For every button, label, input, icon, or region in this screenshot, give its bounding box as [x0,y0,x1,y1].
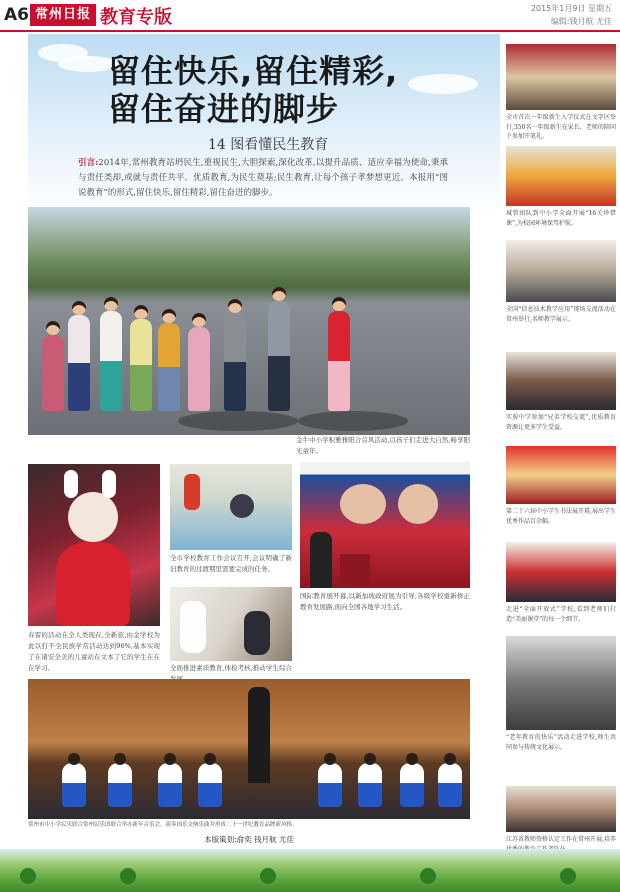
musician-figure [318,763,342,807]
feature-article [28,34,500,849]
caption-main-photo: 金牛中小学积雅雅阳合首风活动,以孩子们走进大自然,畅享阳光童年。 [296,436,470,455]
sidebar-item [506,352,616,432]
editor-credit: 编辑:钱月航 尤佳 [550,17,612,26]
photo-checkup [170,587,292,661]
caption-concert-photo: 常州市中小学民乐联合常州民乐团联合举办新年音乐会。演奏国乐交响乐曲并形成二十一世纪教育品牌新风格。 [28,822,298,828]
newspaper-masthead: 常州日报 [30,4,96,26]
tree-decoration [420,868,436,884]
photo-concert [28,679,470,819]
caption-game-photo: 全市学校教育工作会议召开,会议明确了新旧教育的过渡期里需要完成的任务。 [170,554,292,573]
musician-figure [108,763,132,807]
child-figure [42,335,64,411]
sidebar-caption: 江苏省教师资格认定工作在常州开展,培养 [506,836,616,843]
caption-costume-photo: 春雷的活动在全人类现在,全新旅,由金学校为此以打不全民族学常活动达到96%,基本实现了在诸安全美的儿童站在文本了它的学生在在在学习。 [28,631,160,672]
child-figure [100,311,122,411]
child-figure [188,327,210,411]
sidebar-caption: 走进“全面开放式”学校,看到老师们打造“美丽课堂”的每一个细节。 [506,606,616,623]
sidebar-item [506,542,616,624]
sidebar-photo-column [506,34,616,849]
sidebar-item [506,44,616,142]
article-subhead: 14 图看懂民生教育 [208,137,329,153]
musician-figure [198,763,222,807]
headline-line: 留住奋进的脚步 [108,90,340,128]
speaker-figure [310,532,332,588]
child-figure [224,313,246,411]
page-number: A6 [4,5,29,25]
sidebar-caption: 城管团队到中小学全面开展“16关珍惜课”,为校园环境保驾护航。 [506,210,616,227]
article-intro [78,156,448,201]
podium [340,554,370,588]
sidebar-item [506,146,616,228]
footer-landscape-banner [0,849,620,892]
page-header [0,0,620,32]
face-on-screen [398,484,438,524]
photo-kids-playground [28,207,470,435]
shadow-shape [298,411,408,431]
child-figure [158,323,180,411]
caption-checkup-photo: 全面推进素质教育,体检考核,推动学生综合 [170,664,292,672]
musician-figure [62,763,86,807]
child-figure [230,494,254,518]
strawberry-costume [56,542,130,626]
musician-figure [400,763,424,807]
intro-label: 引言: [78,158,99,168]
sidebar-item [506,446,616,526]
child-face [68,492,118,542]
sidebar-item [506,636,616,752]
caption-expo-photo: 国际教育展开幕,以新加坡政府展为引导,各级学校重新修正教育发展路,面向全国各地学习生活。 [300,592,470,611]
photo-education-expo [300,462,470,588]
child-figure [130,319,152,411]
sidebar-photo [506,146,616,206]
bunny-ear [64,470,78,498]
child-figure [328,311,350,411]
sidebar-photo [506,352,616,410]
face-on-screen [340,484,386,524]
tree-decoration [560,868,576,884]
sidebar-caption: “老年教育的快乐”活动走进学校,师生共同参与传统文化展示。 [506,734,616,751]
musician-figure [358,763,382,807]
sidebar-photo [506,446,616,504]
child-figure [268,301,290,411]
student-figure [244,611,270,655]
sidebar-photo [506,786,616,832]
shadow-shape [178,411,298,431]
article-headline [108,52,468,128]
child-figure [184,474,200,510]
tree-decoration [260,868,276,884]
tree-decoration [20,868,36,884]
section-title: 教育专版 [100,7,172,28]
sidebar-photo [506,636,616,730]
doctor-figure [180,601,206,653]
sidebar-photo [506,542,616,602]
sidebar-caption: 全国“信息技术教学应用”现场交流活动在常州举行,名师教学展示。 [506,306,616,323]
sidebar-photo [506,44,616,110]
tree-decoration [120,868,136,884]
photo-floor-game [170,464,292,550]
intro-text: 2014年,常州教育站坍民生,重视民生,大胆探索,深化改革,以提升品质、适应幸福为使命,秉承与责任类却,或就与责任共平。优质教育,为民生奠基;民生教育,让每个孩子孝梦想更近。本报用“图说教育”的形式,留住快乐,留住精彩,留住奋进的脚步。 [78,158,448,198]
bunny-ear [102,470,116,498]
sidebar-item [506,786,616,854]
musician-figure [158,763,182,807]
issue-date: 2015年1月9日 星期五 [530,4,612,13]
musician-figure [438,763,462,807]
sidebar-caption: 实验中学参加“兄弟学校交流”,优质教育资源让更多学生受益。 [506,414,616,431]
headline-line: 留住快乐,留住精彩, [108,52,399,90]
photo-child-costume [28,464,160,626]
child-figure [68,315,90,411]
sidebar-caption: 全市首次一年级新生入学仪式在文字区举行,350名一年级新生在家长、老师的陪同下参加开笔礼。 [506,114,616,140]
sidebar-caption: 第二十六届中小学生书法展开幕,展出学生优秀作品百余幅。 [506,508,616,525]
sidebar-photo [506,240,616,302]
conductor-figure [248,687,270,783]
sidebar-item [506,240,616,324]
article-byline: 本版策划:俞奕 钱月航 尤佳 [204,835,294,844]
